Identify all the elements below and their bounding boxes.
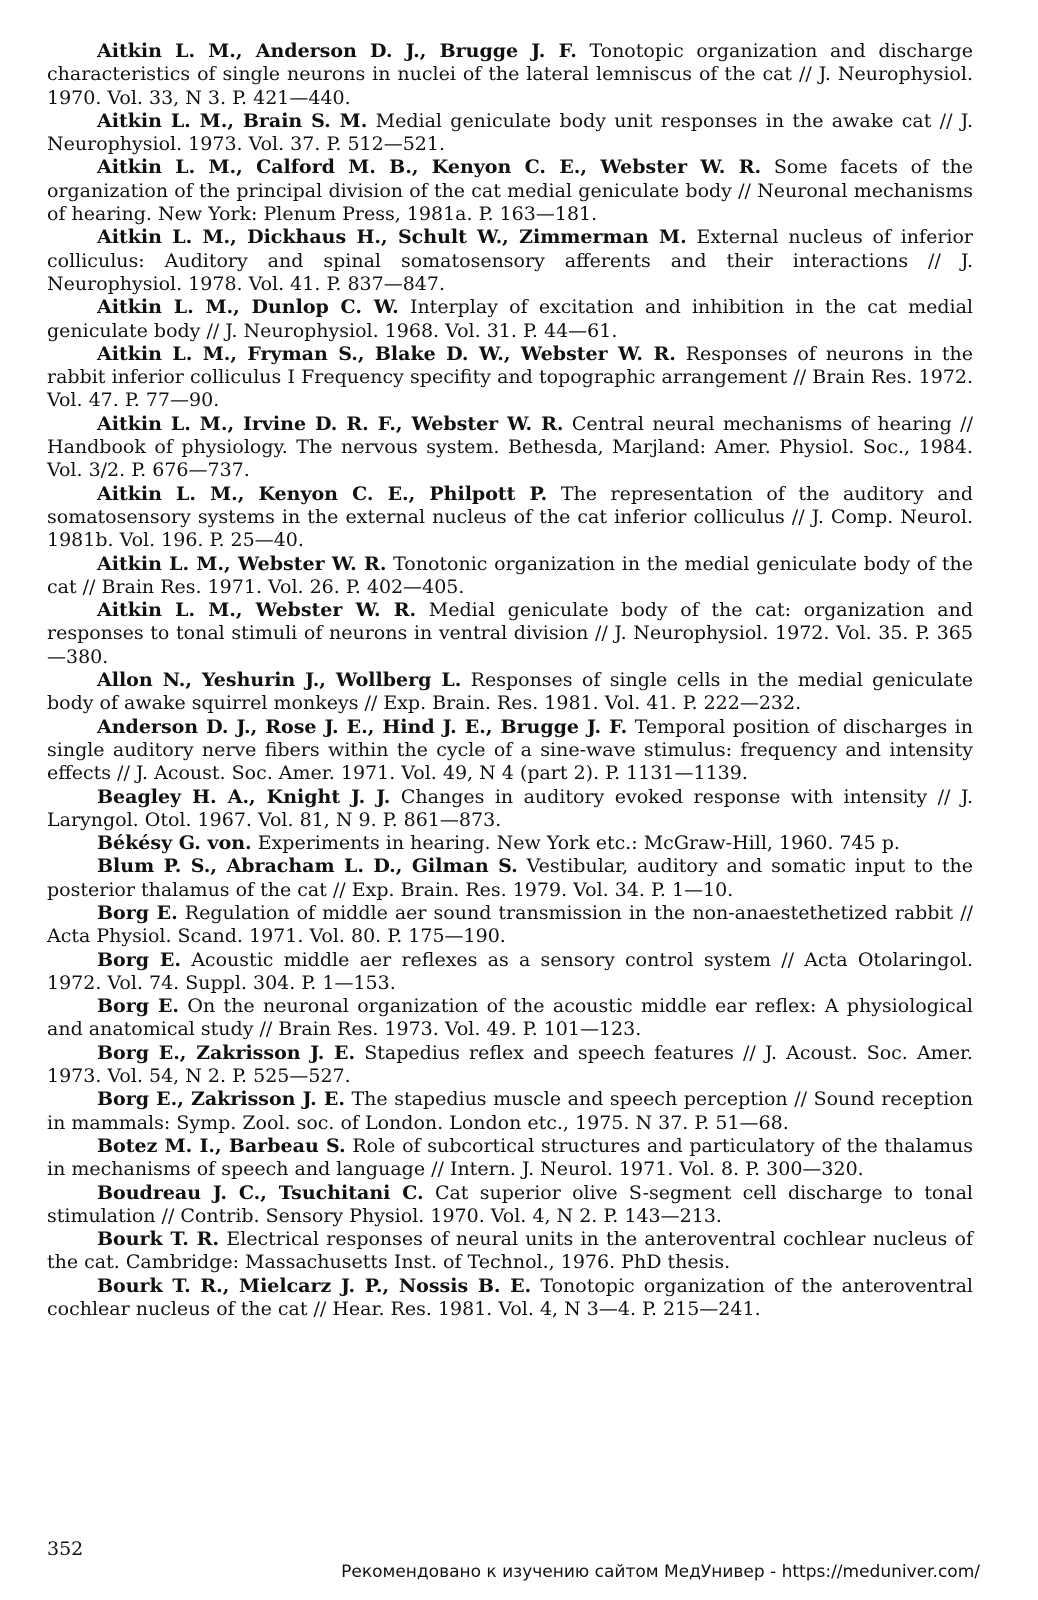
reference-authors: Botez M. I., Barbeau S. <box>97 1134 346 1157</box>
footer-recommendation: Рекомендовано к изучению сайтом МедУнивер - https://meduniver.com/ <box>341 1562 980 1582</box>
reference-authors: Borg E. <box>97 948 181 971</box>
reference-entry <box>47 1228 973 1275</box>
reference-details: Acoustic middle aer reflexes as a sensory control system // Acta Otolaringol. 1972. Vol. 74. Suppl. 304. P. 1—153. <box>47 948 973 994</box>
reference-entry <box>47 110 973 157</box>
reference-entry <box>47 669 973 716</box>
reference-details: Vestibular, auditory and somatic input to the posterior thalamus of the cat // Exp. Brain. Res. 1979. Vol. 34. P. 1—10. <box>47 855 973 901</box>
reference-details: Electrical responses of neural units in the anteroventral cochlear nucleus of the cat. Cambridge: Massachusetts Inst. of Technol., 1976. PhD thesis. <box>47 1228 974 1274</box>
reference-details: The representation of the auditory and somatosensory systems in the external nucleus of the cat inferior colliculus // J. Comp. Neurol. 1981b. Vol. 196. P. 25—40. <box>47 482 973 552</box>
reference-entry <box>47 1275 973 1322</box>
reference-entry <box>47 40 973 110</box>
reference-details: Tonotopic organization and discharge characteristics of single neurons in nuclei of the lateral lemniscus of the cat // J. Neurophysiol. 1970. Vol. 33, N 3. P. 421—440. <box>47 40 974 109</box>
reference-details: Tonotopic organization of the anteroventral cochlear nucleus of the cat // Hear. Res. 1981. Vol. 4, N 3—4. P. 215—241. <box>47 1274 973 1321</box>
reference-entry <box>47 483 973 553</box>
reference-entry <box>47 599 973 669</box>
reference-details: Responses of single cells in the medial geniculate body of awake squirrel monkeys // Exp. Brain. Res. 1981. Vol. 41. P. 222—232. <box>47 669 974 715</box>
reference-authors: Aitkin L. M., Anderson D. J., Brugge J. F. <box>97 40 577 62</box>
reference-details: Medial geniculate body unit responses in the awake cat // J. Neurophysiol. 1973. Vol. 37. P. 512—521. <box>47 109 973 156</box>
reference-authors: Békésy G. von. <box>97 832 252 855</box>
reference-details: Role of subcortical structures and particulatory of the thalamus in mechanisms of speech and language // Intern. J. Neurol. 1971. Vol. 8. P. 300—320. <box>47 1134 973 1181</box>
reference-authors: Aitkin L. M., Irvine D. R. F., Webster W. R. <box>97 412 564 435</box>
reference-details: Experiments in hearing. New York etc.: McGraw-Hill, 1960. 745 p. <box>257 832 900 855</box>
reference-entry <box>47 716 973 786</box>
reference-details: Changes in auditory evoked response with intensity // J. Laryngol. Otol. 1967. Vol. 81, N 9. P. 861—873. <box>47 785 974 831</box>
reference-entry <box>47 786 973 833</box>
reference-details: External nucleus of inferior colliculus: Auditory and spinal somatosensory afferents and their interactions // J. Neurophysiol. 1978. Vol. 41. P. 837—847. <box>47 226 973 295</box>
reference-authors: Boudreau J. C., Tsuchitani C. <box>97 1181 424 1204</box>
reference-entry <box>47 156 973 226</box>
reference-entry <box>47 1135 973 1182</box>
reference-authors: Aitkin L. M., Brain S. M. <box>97 109 368 132</box>
reference-details: Interplay of excitation and inhibition in the cat medial geniculate body // J. Neurophysiol. 1968. Vol. 31. P. 44—61. <box>47 296 973 342</box>
reference-entry <box>47 553 973 600</box>
reference-authors: Aitkin L. M., Dunlop C. W. <box>97 296 399 319</box>
reference-authors: Aitkin L. M., Kenyon C. E., Philpott P. <box>97 482 548 505</box>
reference-authors: Aitkin L. M., Webster W. R. <box>97 599 417 622</box>
reference-list <box>47 40 973 1321</box>
reference-authors: Aitkin L. M., Fryman S., Blake D. W., Webster W. R. <box>97 342 676 365</box>
reference-authors: Beagley H. A., Knight J. J. <box>97 785 391 808</box>
reference-entry <box>47 1042 973 1089</box>
reference-entry <box>47 296 973 343</box>
reference-entry <box>47 1088 973 1135</box>
reference-authors: Borg E., Zakrisson J. E. <box>97 1088 345 1111</box>
reference-authors: Borg E. <box>97 901 178 924</box>
reference-details: Medial geniculate body of the cat: organization and responses to tonal stimuli of neurons in ventral division // J. Neurophysiol. 1972. Vol. 35. P. 365—380. <box>47 599 973 668</box>
reference-details: Temporal position of discharges in single auditory nerve fibers within the cycle of a sine-wave stimulus: frequency and intensity effects // J. Acoust. Soc. Amer. 1971. Vol. 49, N 4 (part 2). P. 1131—1139. <box>47 715 973 785</box>
reference-details: Central neural mechanisms of hearing // Handbook of physiology. The nervous system. Bethesda, Marjland: Amer. Physiol. Soc., 1984. Vol. 3/2. P. 676—737. <box>47 412 973 482</box>
reference-authors: Bourk T. R. <box>97 1228 220 1251</box>
reference-entry <box>47 226 973 296</box>
reference-entry <box>47 1182 973 1229</box>
reference-authors: Borg E. <box>97 995 180 1018</box>
reference-details: Regulation of middle aer sound transmission in the non-anaestethetized rabbit // Acta Physiol. Scand. 1971. Vol. 80. P. 175—190. <box>47 901 974 948</box>
reference-details: Some facets of the organization of the principal division of the cat medial geniculate body // Neuronal mechanisms of hearing. New York: Plenum Press, 1981a. P. 163—181. <box>47 156 974 226</box>
reference-entry <box>47 995 973 1042</box>
reference-entry <box>47 902 973 949</box>
reference-entry <box>47 949 973 996</box>
reference-authors: Aitkin L. M., Calford M. B., Kenyon C. E., Webster W. R. <box>97 156 762 179</box>
reference-authors: Aitkin L. M., Webster W. R. <box>97 552 387 575</box>
reference-details: On the neuronal organization of the acoustic middle ear reflex: A physiological and anatomical study // Brain Res. 1973. Vol. 49. P. 101—123. <box>47 995 973 1041</box>
reference-entry <box>47 855 973 902</box>
reference-details: Tonotonic organization in the medial geniculate body of the cat // Brain Res. 1971. Vol. 26. P. 402—405. <box>47 552 973 598</box>
reference-details: Stapedius reflex and speech features // J. Acoust. Soc. Amer. 1973. Vol. 54, N 2. P. 525—527. <box>47 1041 973 1088</box>
reference-entry <box>47 413 973 483</box>
page-number: 352 <box>47 1538 84 1560</box>
reference-details: The stapedius muscle and speech perception // Sound reception in mammals: Symp. Zool. soc. of London. London etc., 1975. N 37. P. 51—68. <box>47 1088 973 1134</box>
reference-authors: Allon N., Yeshurin J., Wollberg L. <box>97 669 462 692</box>
reference-entry <box>47 343 973 413</box>
reference-authors: Blum P. S., Abracham L. D., Gilman S. <box>97 855 518 878</box>
reference-authors: Anderson D. J., Rose J. E., Hind J. E., Brugge J. F. <box>97 715 628 738</box>
reference-authors: Bourk T. R., Mielcarz J. P., Nossis B. E. <box>97 1274 532 1297</box>
reference-details: Responses of neurons in the rabbit inferior colliculus I Frequency specifity and topographic arrangement // Brain Res. 1972. Vol. 47. P. 77—90. <box>47 342 973 412</box>
reference-authors: Borg E., Zakrisson J. E. <box>97 1041 356 1064</box>
reference-entry <box>47 832 973 855</box>
reference-authors: Aitkin L. M., Dickhaus H., Schult W., Zimmerman M. <box>97 226 687 249</box>
reference-details: Cat superior olive S-segment cell discharge to tonal stimulation // Contrib. Sensory Physiol. 1970. Vol. 4, N 2. P. 143—213. <box>47 1181 973 1227</box>
